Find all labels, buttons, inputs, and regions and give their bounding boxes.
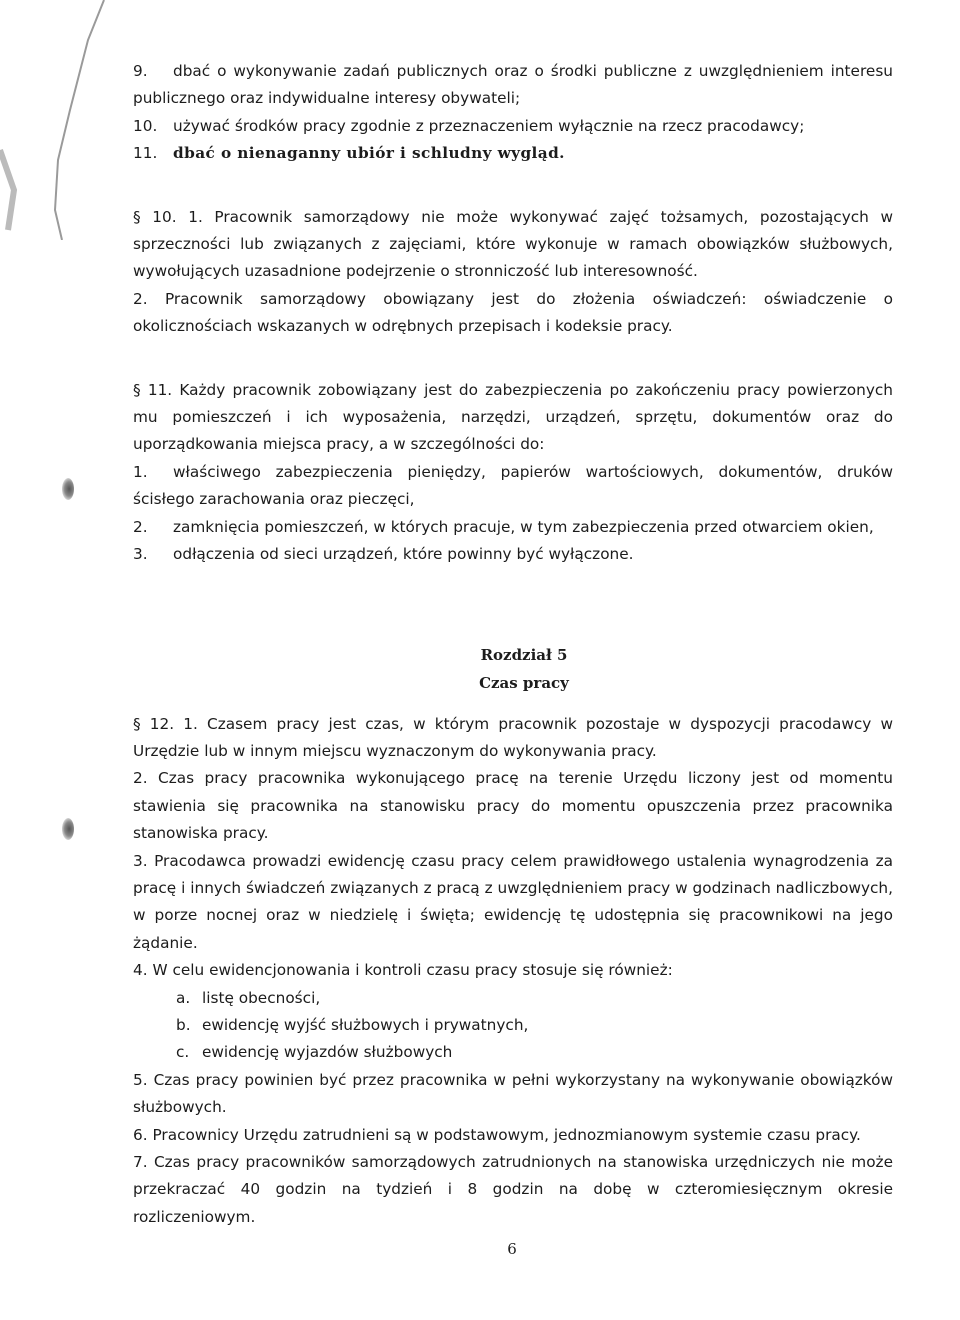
- section-11-item-2: 2. zamknięcia pomieszczeń, w których pracuje, w tym zabezpieczenia przed otwarciem okien,: [133, 517, 874, 536]
- section-12-sublist: [133, 985, 893, 1067]
- page-number: 6: [507, 1240, 517, 1258]
- chapter-number: Rozdział 5: [480, 645, 568, 664]
- section-12-paragraph-6: 6. Pracownicy Urzędu zatrudnieni są w podstawowym, jednozmianowym systemie czasu pracy.: [133, 1125, 861, 1144]
- section-12-paragraph-3: 3. Pracodawca prowadzi ewidencję czasu pracy celem prawidłowego ustalenia wynagrodzenia za pracę i innych świadczeń związanych z pracą z uwzględnieniem pracy w godzinach nadliczbowych, w porze nocnej oraz w niedzielę i święta; ewidencję tę udostępnia się pracownikowi na jego żądanie.: [133, 851, 893, 952]
- sublist-item-a: a. listę obecności,: [176, 988, 321, 1007]
- section-11-item-1: 1. właściwego zabezpieczenia pieniędzy, papierów wartościowych, dokumentów, druków ścisłego zarachowania oraz pieczęci,: [133, 462, 893, 509]
- page-body: [133, 58, 893, 1231]
- list-item-10: 10. używać środków pracy zgodnie z przeznaczeniem wyłącznie na rzecz pracodawcy;: [133, 116, 805, 135]
- sublist-item-c: c. ewidencję wyjazdów służbowych: [176, 1043, 453, 1062]
- section-12-paragraph-5: 5. Czas pracy powinien być przez pracownika w pełni wykorzystany na wykonywanie obowiązków służbowych.: [133, 1070, 893, 1117]
- list-item-9-text: 9. dbać o wykonywanie zadań publicznych oraz o środki publiczne z uwzględnieniem interesu publicznego oraz indywidualne interesy obywateli;: [133, 62, 893, 108]
- section-12-paragraph-2: 2. Czas pracy pracownika wykonującego pracę na terenie Urzędu liczony jest od momentu stawienia się pracownika na stanowisku pracy do momentu opuszczenia przez pracownika stanowiska pracy.: [133, 769, 893, 843]
- list-item-9: [133, 58, 893, 113]
- section-12-paragraph-4: 4. W celu ewidencjonowania i kontroli czasu pracy stosuje się również:: [133, 961, 673, 980]
- section-12-paragraph-1: § 12. 1. Czasem pracy jest czas, w którym pracownik pozostaje w dyspozycji pracodawcy w Urzędzie lub w innym miejscu wyznaczonym do wykonywania pracy.: [133, 714, 893, 760]
- sublist-item-b: b. ewidencję wyjść służbowych i prywatnych,: [176, 1015, 529, 1034]
- section-10-paragraph-2: 2. Pracownik samorządowy obowiązany jest do złożenia oświadczeń: oświadczenie o okolicznościach wskazanych w odrębnych przepisach i kodeksie pracy.: [133, 289, 893, 336]
- section-11-item-3: 3. odłączenia od sieci urządzeń, które powinny być wyłączone.: [133, 545, 634, 564]
- section-12-paragraph-7: 7. Czas pracy pracowników samorządowych zatrudnionych na stanowiska urzędniczych nie może przekraczać 40 godzin na tydzień i 8 godzin na dobę w czteromiesięcznym okresie rozliczeniowym.: [133, 1153, 893, 1226]
- punch-hole-bottom: [62, 818, 74, 840]
- scan-edge-mark: [0, 0, 110, 240]
- punch-hole-top: [62, 478, 74, 500]
- chapter-title: Czas pracy: [479, 673, 569, 692]
- section-10-paragraph-1: § 10. 1. Pracownik samorządowy nie może wykonywać zajęć tożsamych, pozostających w sprzeczności lub związanych z zajęciami, które wykonuje w ramach obowiązków służbowych, wywołujących uzasadnione podejrzenie o stronniczość lub interesowność.: [133, 207, 893, 281]
- section-11-intro: § 11. Każdy pracownik zobowiązany jest do zabezpieczenia po zakończeniu pracy powierzonych mu pomieszczeń i ich wyposażenia, narzędzi, urządzeń, sprzętu, dokumentów oraz do uporządkowania miejsca pracy, a w szczególności do:: [133, 380, 893, 454]
- list-item-11: 11. dbać o nienaganny ubiór i schludny wygląd.: [133, 144, 565, 163]
